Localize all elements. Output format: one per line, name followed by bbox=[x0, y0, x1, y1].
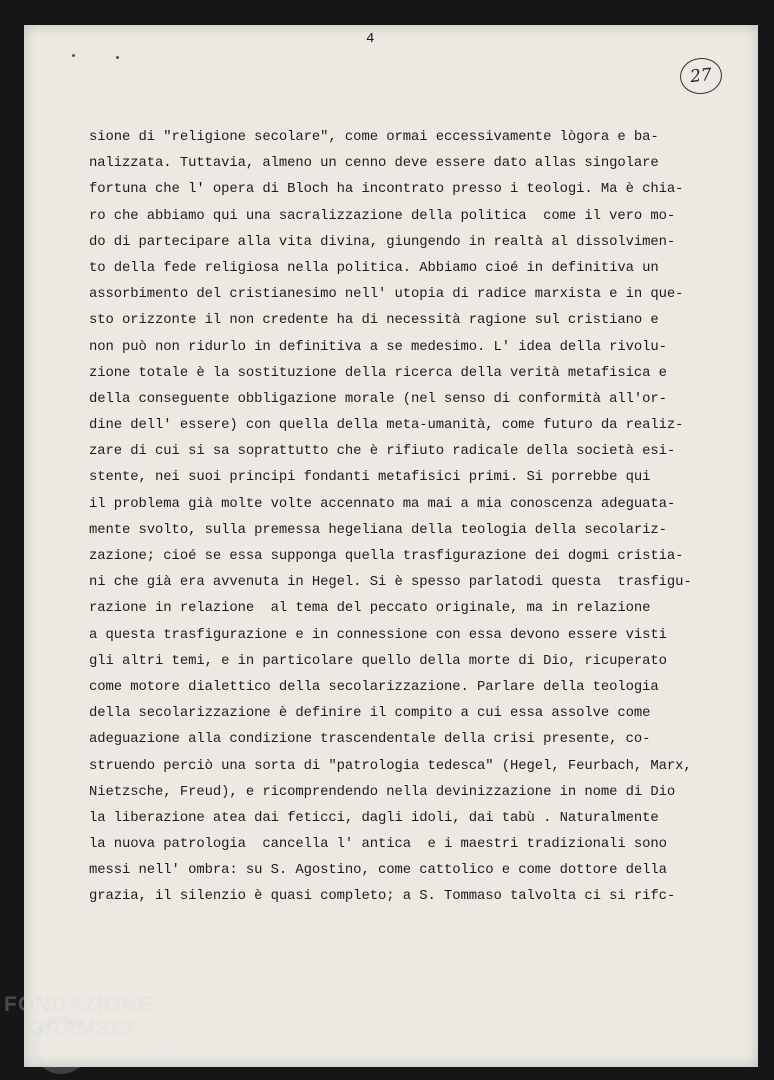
text-line: struendo perciò una sorta di "patrologia tedesca" (Hegel, Feurbach, Marx, bbox=[89, 757, 692, 774]
text-line: la liberazione atea dai feticci, dagli idoli, dai tabù . Naturalmente bbox=[89, 809, 659, 826]
page-number: 4 bbox=[366, 31, 375, 47]
text-line: stente, nei suoi principi fondanti metafisici primi. Si porrebbe qui bbox=[89, 469, 651, 486]
text-line: come motore dialettico della secolarizzazione. Parlare della teologia bbox=[89, 678, 659, 695]
watermark-line-2: GRAMSCI bbox=[28, 1017, 135, 1040]
text-line: Nietzsche, Freud), e ricomprendendo nella devinizzazione in nome di Dio bbox=[89, 783, 676, 800]
text-line: zazione; cioé se essa supponga quella trasfigurazione dei dogmi cristia- bbox=[89, 548, 684, 564]
text-line: adeguazione alla condizione trascendentale della crisi presente, co- bbox=[89, 731, 651, 748]
text-line: della conseguente obbligazione morale (nel senso di conformità all'or- bbox=[89, 390, 667, 407]
paper-speck bbox=[72, 54, 75, 57]
body-text bbox=[89, 124, 749, 910]
watermark-suffix: onlus bbox=[162, 1045, 186, 1056]
text-line: fortuna che l' opera di Bloch ha incontrato presso i teologi. Ma è chia- bbox=[89, 181, 684, 198]
watermark-line-1: FONDAZIONE bbox=[4, 993, 153, 1016]
text-line: la nuova patrologia cancella l' antica e i maestri tradizionali sono bbox=[89, 836, 667, 853]
text-line: della secolarizzazione è definire il compito a cui essa assolve come bbox=[89, 705, 651, 722]
text-line: do di partecipare alla vita divina, giungendo in realtà al dissolvimen- bbox=[89, 233, 676, 250]
text-line: grazia, il silenzio è quasi completo; a S. Tommaso talvolta ci si rifc- bbox=[89, 888, 676, 905]
text-line: zare di cui si sa soprattutto che è rifiuto radicale della società esi- bbox=[89, 443, 676, 460]
text-line: mente svolto, sulla premessa hegeliana della teologia della secolariz- bbox=[89, 521, 667, 538]
text-line: ni che già era avvenuta in Hegel. Si è spesso parlatodi questa trasfigu- bbox=[89, 574, 692, 591]
watermark-g-logo-icon bbox=[32, 1016, 90, 1074]
text-line: assorbimento del cristianesimo nell' utopia di radice marxista e in que- bbox=[89, 286, 684, 303]
text-line: il problema già molte volte accennato ma mai a mia conoscenza adeguata- bbox=[89, 495, 676, 512]
text-line: a questa trasfigurazione e in connessione con essa devono essere visti bbox=[89, 626, 667, 643]
folio-circle-annotation: 27 bbox=[678, 56, 724, 96]
text-line: nalizzata. Tuttavia, almeno un cenno deve essere dato allas singolare bbox=[89, 155, 659, 172]
fondazione-gramsci-watermark bbox=[4, 993, 186, 1056]
text-line: to della fede religiosa nella politica. Abbiamo cioé in definitiva un bbox=[89, 259, 659, 276]
text-line: zione totale è la sostituzione della ricerca della verità metafisica e bbox=[89, 364, 667, 381]
paper-speck bbox=[116, 56, 119, 59]
typewritten-page bbox=[24, 25, 758, 1067]
text-line: ro che abbiamo qui una sacralizzazione della politica come il vero mo- bbox=[89, 207, 676, 224]
text-line: dine dell' essere) con quella della meta-umanità, come futuro da realiz- bbox=[89, 417, 684, 434]
text-line: sione di "religione secolare", come ormai eccessivamente lògora e ba- bbox=[89, 129, 659, 145]
text-line: razione in relazione al tema del peccato originale, ma in relazione bbox=[89, 600, 651, 617]
text-line: messi nell' ombra: su S. Agostino, come cattolico e come dottore della bbox=[89, 862, 667, 879]
text-line: gli altri temi, e in particolare quello della morte di Dio, ricuperato bbox=[89, 652, 667, 669]
text-line: non può non ridurlo in definitiva a se medesimo. L' idea della rivolu- bbox=[89, 338, 667, 355]
text-line: sto orizzonte il non credente ha di necessità ragione sul cristiano e bbox=[89, 312, 659, 329]
